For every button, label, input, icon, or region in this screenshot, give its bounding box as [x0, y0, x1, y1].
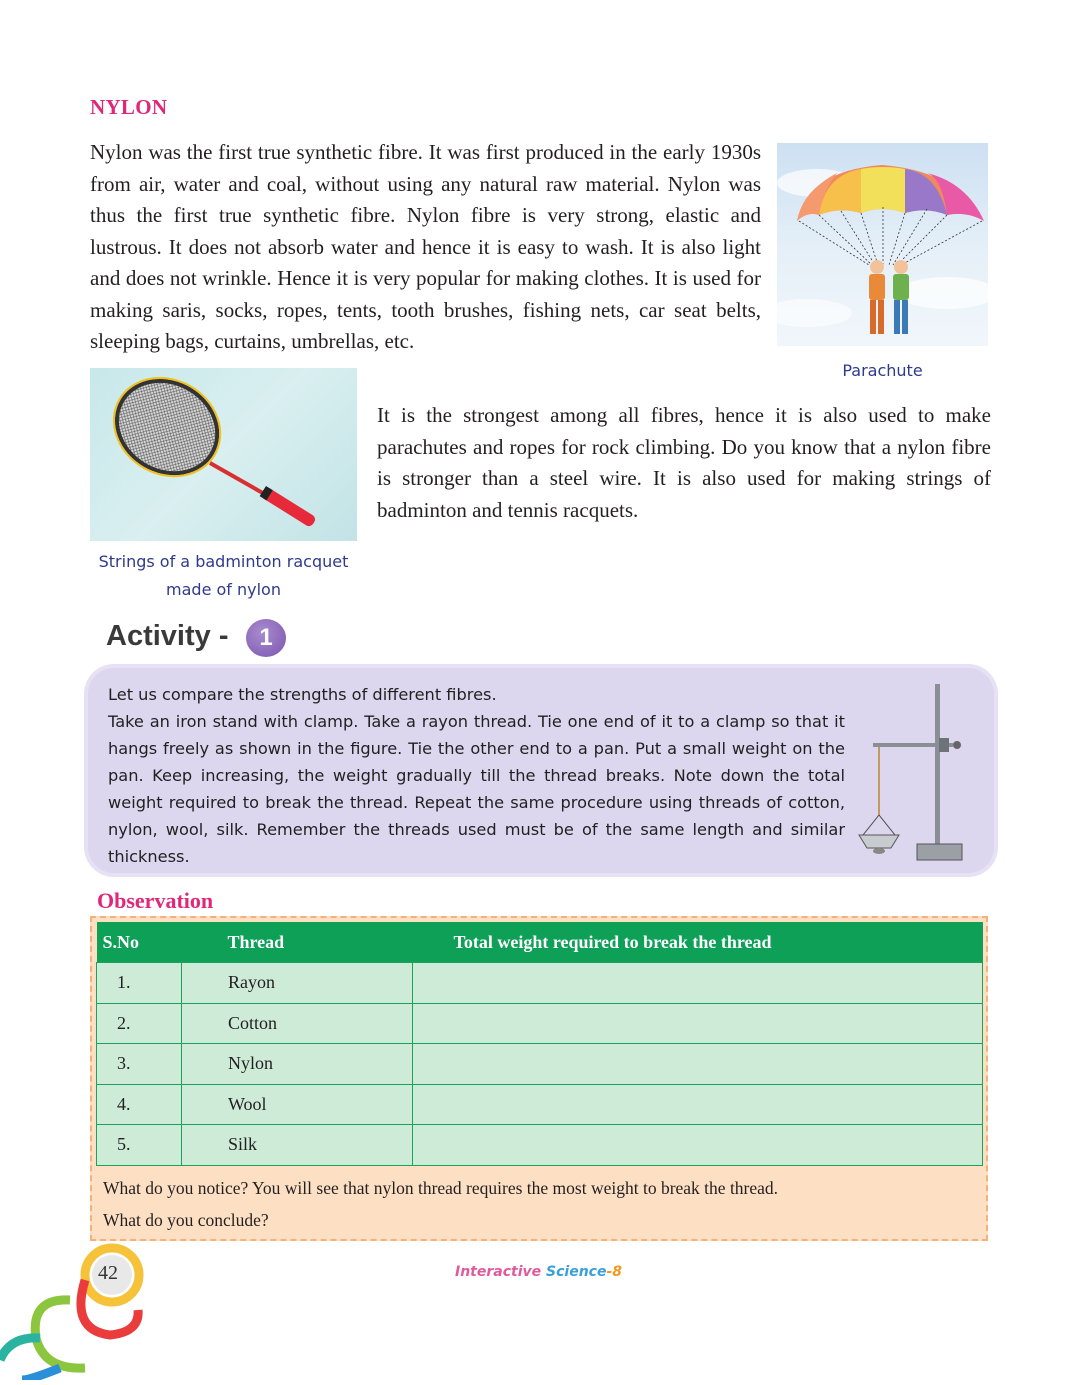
racquet-caption: [80, 548, 367, 604]
header-thread: Thread: [182, 922, 413, 963]
iron-stand-figure: [855, 680, 965, 865]
cell-thread: Wool: [182, 1084, 413, 1125]
cell-thread: Silk: [182, 1125, 413, 1166]
footer-brand-part-2: Science: [546, 1264, 607, 1280]
cell-weight: [413, 1125, 983, 1166]
cell-weight: [413, 1084, 983, 1125]
activity-intro: Let us compare the strengths of different fibres.: [108, 685, 497, 704]
racquet-caption-line-2: made of nylon: [166, 580, 281, 599]
cell-thread: Cotton: [182, 1003, 413, 1044]
parachute-image: [777, 143, 988, 346]
footer-brand-part-1: Interactive: [455, 1264, 542, 1280]
table-row: [97, 1125, 983, 1166]
nylon-paragraph-1: Nylon was the first true synthetic fibre. It was first produced in the early 1930s from air, water and coal, without using any natural raw material. Nylon was thus the first true synthetic fibre. Nylon fibre is very strong, elastic and lustrous. It does not absorb water and hence it is easy to wash. It is also light and does not wrinkle. Hence it is very popular for making clothes. It is used for making saris, socks, ropes, tents, tooth brushes, fishing nets, car seat belts, sleeping bags, curtains, umbrellas, etc.: [90, 140, 761, 353]
section-heading-nylon: NYLON: [90, 95, 168, 119]
cell-sno: 1.: [97, 963, 182, 1004]
footer-brand: [455, 1264, 622, 1280]
observation-title: Observation: [97, 888, 214, 913]
footer-brand-part-3: -8: [606, 1264, 623, 1280]
table-row: [97, 963, 983, 1004]
observation-table: [96, 922, 983, 1166]
notice-question: What do you notice? You will see that nylon thread requires the most weight to break the thread.: [103, 1178, 779, 1198]
activity-instructions: [108, 681, 845, 870]
page-number: 42: [98, 1262, 118, 1284]
racquet-caption-line-1: Strings of a badminton racquet: [98, 552, 349, 571]
cell-thread: Nylon: [182, 1044, 413, 1085]
parachute-caption: Parachute: [842, 361, 923, 380]
cell-weight: [413, 963, 983, 1004]
cell-weight: [413, 1044, 983, 1085]
cell-sno: 3.: [97, 1044, 182, 1085]
header-sno: S.No: [97, 922, 182, 963]
cell-sno: 2.: [97, 1003, 182, 1044]
badminton-racquet-image: [90, 368, 357, 541]
corner-swirl-decoration: [0, 1240, 160, 1380]
cell-sno: 5.: [97, 1125, 182, 1166]
table-header-row: [97, 922, 983, 963]
activity-title: Activity -: [106, 620, 229, 652]
header-total-weight: Total weight required to break the thread: [413, 922, 983, 963]
cell-thread: Rayon: [182, 963, 413, 1004]
table-row: [97, 1044, 983, 1085]
conclude-question: What do you conclude?: [103, 1210, 269, 1230]
cell-sno: 4.: [97, 1084, 182, 1125]
activity-body: Take an iron stand with clamp. Take a rayon thread. Tie one end of it to a clamp so that it hangs freely as shown in the figure. Tie the other end to a pan. Put a small weight on the pan. Keep increasing, the weight gradually till the thread breaks. Note down the total weight required to break the thread. Repeat the same procedure using threads of cotton, nylon, wool, silk. Remember the threads used must be of the same length and similar thickness.: [108, 712, 845, 866]
activity-number-badge: 1: [246, 619, 286, 657]
table-row: [97, 1003, 983, 1044]
nylon-paragraph-2: It is the strongest among all fibres, hence it is also used to make parachutes and ropes for rock climbing. Do you know that a nylon fibre is stronger than a steel wire. It is also used for making strings of badminton and tennis racquets.: [377, 403, 991, 522]
table-row: [97, 1084, 983, 1125]
cell-weight: [413, 1003, 983, 1044]
